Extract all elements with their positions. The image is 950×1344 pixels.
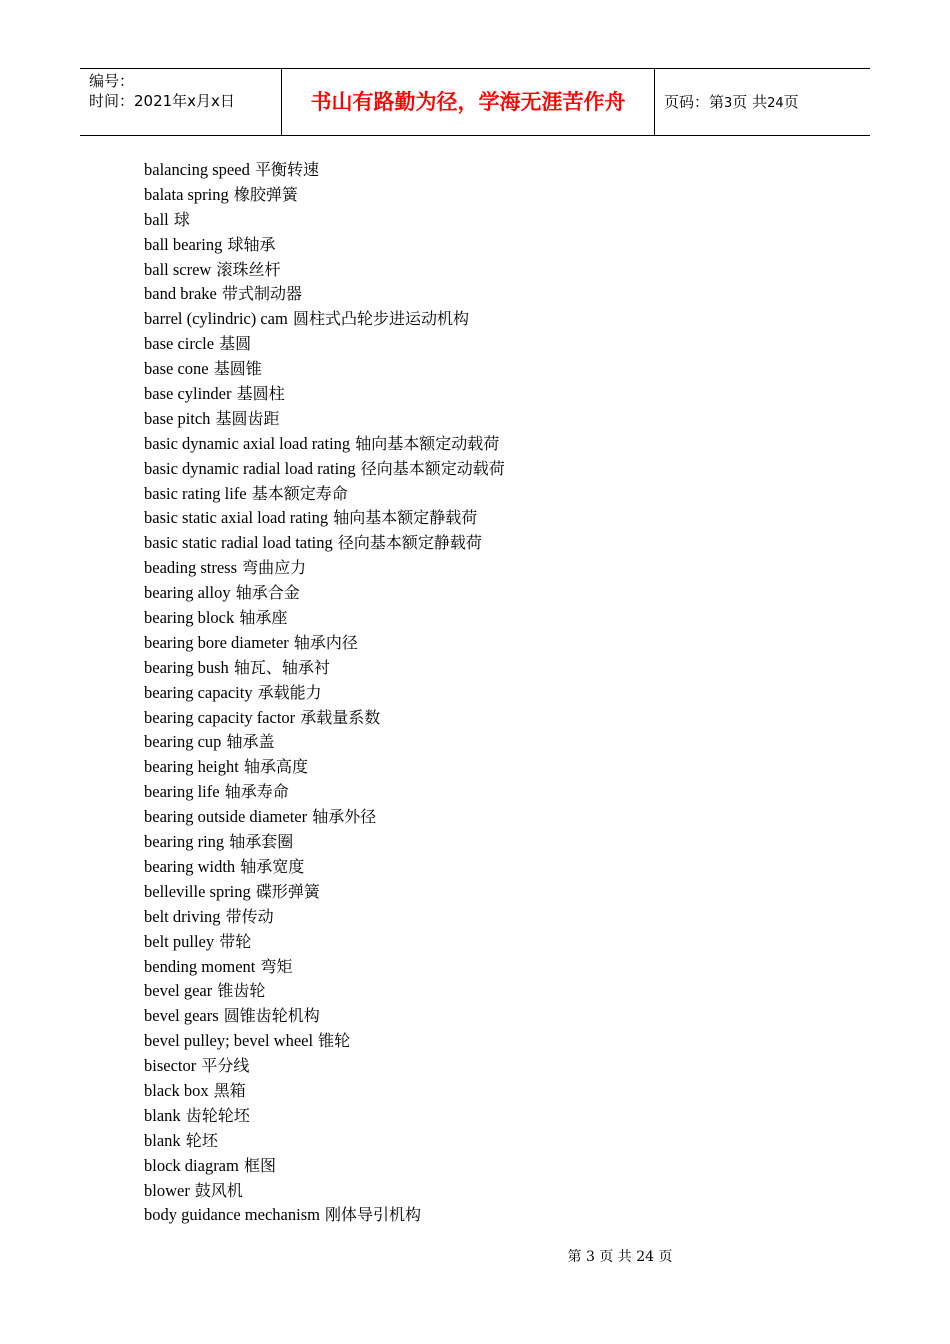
glossary-entry: [144, 606, 505, 631]
page-total: 24: [767, 96, 784, 111]
entry-term: bearing bush: [144, 657, 229, 677]
entry-term: belt pulley: [144, 931, 215, 951]
glossary-entry: [144, 905, 505, 930]
glossary-entry: [144, 1129, 505, 1154]
glossary-entry: [144, 482, 505, 507]
page-current: 3: [724, 96, 733, 111]
entry-translation: 轴承合金: [235, 583, 300, 603]
entry-term: bearing bore diameter: [144, 632, 289, 652]
entry-translation: 刚体导引机构: [325, 1205, 422, 1225]
entry-translation: 轮坯: [185, 1130, 218, 1150]
entry-term: blank: [144, 1105, 181, 1125]
glossary-entry: [144, 1029, 505, 1054]
header-meta: [80, 69, 282, 135]
glossary-entry: [144, 282, 505, 307]
page-mid: 页 共: [732, 93, 768, 111]
entry-translation: 承载能力: [257, 682, 322, 702]
entry-term: ball screw: [144, 259, 212, 279]
glossary-entry: [144, 880, 505, 905]
entry-term: block diagram: [144, 1155, 239, 1175]
glossary-entry: [144, 1104, 505, 1129]
entry-translation: 圆锥齿轮机构: [223, 1006, 320, 1026]
entry-term: balancing speed: [144, 160, 250, 179]
glossary-entry: [144, 258, 505, 283]
entry-translation: 带式制动器: [221, 284, 302, 304]
entry-translation: 球轴承: [227, 234, 276, 254]
entry-translation: 黑箱: [213, 1080, 246, 1100]
glossary-entry: [144, 1054, 505, 1079]
entry-term: blower: [144, 1180, 190, 1200]
page-footer: 第 3 页 共 24 页: [567, 1249, 673, 1265]
glossary-entry: [144, 631, 505, 656]
entry-term: basic static axial load rating: [144, 508, 329, 528]
entry-translation: 基圆齿距: [215, 408, 280, 428]
entry-translation: 碟形弹簧: [255, 881, 320, 901]
glossary-entry: [144, 681, 505, 706]
entry-term: bisector: [144, 1056, 197, 1076]
page-header: [80, 68, 870, 136]
glossary-entry: [144, 830, 505, 855]
entry-term: body guidance mechanism: [144, 1205, 320, 1225]
entry-term: basic rating life: [144, 483, 247, 503]
entry-translation: 轴承高度: [243, 757, 308, 777]
time-label: 时间：2021年x月x日: [89, 92, 235, 110]
entry-translation: 轴瓦、轴承衬: [233, 657, 330, 677]
entry-term: base cone: [144, 359, 209, 379]
entry-translation: 球: [173, 209, 190, 229]
entry-translation: 弯曲应力: [242, 558, 307, 578]
entry-translation: 基本额定寿命: [251, 483, 348, 503]
entry-translation: 框图: [243, 1155, 276, 1175]
entry-term: bearing height: [144, 757, 239, 777]
entry-translation: 齿轮轮坯: [185, 1105, 250, 1125]
entry-translation: 轴向基本额定静载荷: [333, 508, 478, 528]
entry-term: bearing life: [144, 782, 220, 802]
entry-term: ball bearing: [144, 234, 223, 254]
entry-term: bevel gears: [144, 1006, 219, 1026]
glossary-entry: [144, 307, 505, 332]
entry-term: barrel (cylindric) cam: [144, 309, 288, 329]
glossary-entry: [144, 208, 505, 233]
entry-term: bending moment: [144, 956, 256, 976]
entry-term: base circle: [144, 334, 215, 354]
entry-term: bearing outside diameter: [144, 807, 308, 827]
glossary-list: [144, 158, 505, 1228]
entry-translation: 基圆柱: [236, 384, 285, 404]
entry-term: bearing alloy: [144, 583, 231, 603]
glossary-entry: [144, 1179, 505, 1204]
entry-translation: 基圆: [219, 334, 252, 354]
glossary-entry: [144, 531, 505, 556]
entry-translation: 鼓风机: [194, 1180, 243, 1200]
glossary-entry: [144, 581, 505, 606]
glossary-entry: [144, 357, 505, 382]
entry-term: balata spring: [144, 184, 229, 204]
entry-term: base pitch: [144, 408, 211, 428]
glossary-entry: [144, 979, 505, 1004]
entry-term: band brake: [144, 284, 217, 304]
entry-translation: 径向基本额定静载荷: [337, 533, 482, 553]
entry-translation: 轴承宽度: [240, 856, 305, 876]
page-suffix: 页: [783, 93, 799, 111]
glossary-entry: [144, 506, 505, 531]
entry-translation: 轴承内径: [293, 632, 358, 652]
entry-translation: 轴承套圈: [229, 832, 294, 852]
entry-translation: 轴向基本额定动载荷: [355, 433, 500, 453]
entry-translation: 承载量系数: [300, 707, 381, 727]
entry-term: ball: [144, 209, 169, 229]
entry-term: bearing ring: [144, 832, 225, 852]
entry-term: bearing capacity factor: [144, 707, 296, 727]
entry-translation: 轴承盖: [226, 732, 275, 752]
glossary-entry: [144, 656, 505, 681]
entry-term: bearing cup: [144, 732, 222, 752]
entry-term: belt driving: [144, 906, 221, 926]
entry-term: basic dynamic axial load rating: [144, 433, 351, 453]
entry-term: bearing block: [144, 608, 235, 628]
header-motto: 书山有路勤为径，学海无涯苦作舟: [281, 69, 655, 135]
entry-term: basic static radial load tating: [144, 533, 333, 553]
entry-term: belleville spring: [144, 881, 251, 901]
entry-translation: 橡胶弹簧: [233, 184, 298, 204]
glossary-entry: [144, 730, 505, 755]
glossary-entry: [144, 233, 505, 258]
glossary-entry: [144, 706, 505, 731]
entry-translation: 滚珠丝杆: [216, 259, 281, 279]
entry-term: beading stress: [144, 558, 238, 578]
number-label: 编号：: [89, 72, 135, 90]
entry-translation: 弯矩: [260, 956, 293, 976]
entry-translation: 锥齿轮: [217, 981, 266, 1001]
page-prefix: 页码：第: [664, 93, 725, 111]
glossary-entry: [144, 855, 505, 880]
entry-term: bearing capacity: [144, 682, 253, 702]
entry-term: blank: [144, 1130, 181, 1150]
entry-translation: 平分线: [201, 1056, 250, 1076]
entry-term: bevel pulley; bevel wheel: [144, 1031, 314, 1051]
glossary-entry: [144, 382, 505, 407]
glossary-entry: [144, 332, 505, 357]
glossary-entry: [144, 1203, 505, 1228]
entry-term: basic dynamic radial load rating: [144, 458, 356, 478]
glossary-entry: [144, 780, 505, 805]
entry-translation: 带传动: [225, 906, 274, 926]
entry-translation: 轴承外径: [312, 807, 377, 827]
glossary-entry: [144, 556, 505, 581]
entry-term: bevel gear: [144, 981, 213, 1001]
entry-translation: 基圆锥: [213, 359, 262, 379]
entry-translation: 轴承座: [239, 608, 288, 628]
entry-term: base cylinder: [144, 384, 232, 404]
entry-translation: 圆柱式凸轮步进运动机构: [292, 309, 469, 329]
entry-translation: 锥轮: [318, 1031, 351, 1051]
glossary-entry: [144, 1154, 505, 1179]
entry-translation: 平衡转速: [254, 160, 319, 179]
glossary-entry: [144, 183, 505, 208]
glossary-entry: [144, 755, 505, 780]
glossary-entry: [144, 955, 505, 980]
glossary-entry: [144, 1079, 505, 1104]
glossary-entry: [144, 407, 505, 432]
glossary-entry: [144, 805, 505, 830]
entry-translation: 径向基本额定动载荷: [360, 458, 505, 478]
entry-term: bearing width: [144, 856, 236, 876]
glossary-entry: [144, 457, 505, 482]
entry-translation: 带轮: [219, 931, 252, 951]
header-page-indicator: [655, 69, 870, 135]
glossary-entry: [144, 158, 505, 183]
entry-term: black box: [144, 1080, 209, 1100]
glossary-entry: [144, 930, 505, 955]
entry-translation: 轴承寿命: [224, 782, 289, 802]
glossary-entry: [144, 1004, 505, 1029]
glossary-entry: [144, 432, 505, 457]
